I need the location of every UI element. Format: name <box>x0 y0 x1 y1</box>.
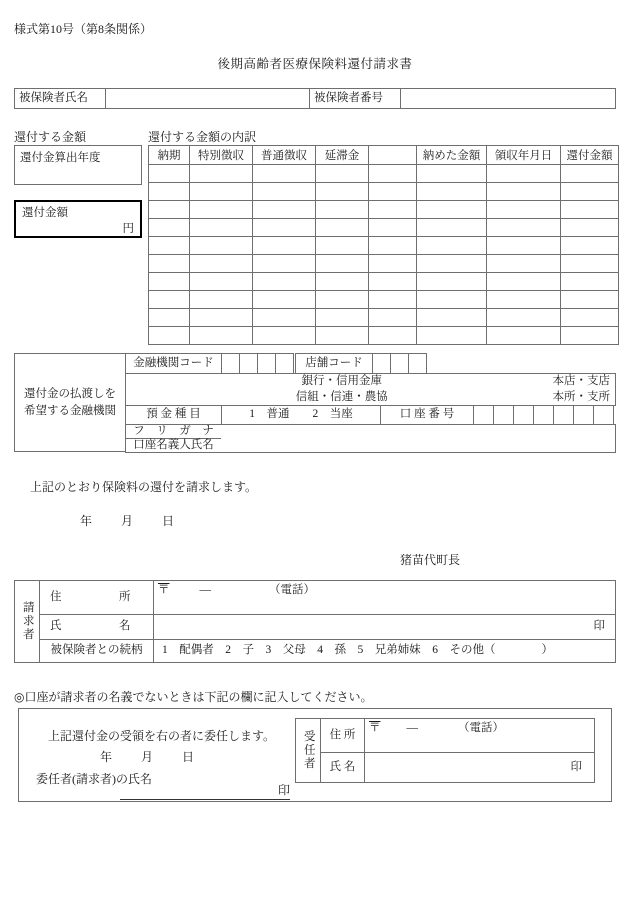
breakdown-cell[interactable] <box>369 273 417 291</box>
agent-vertical-label-text: 受任者 <box>302 730 315 771</box>
breakdown-header-row <box>149 146 619 165</box>
breakdown-cell[interactable] <box>487 237 561 255</box>
breakdown-cell[interactable] <box>561 237 619 255</box>
bank-code-label: 金融機関コード <box>125 353 222 374</box>
breakdown-cell[interactable] <box>190 201 253 219</box>
breakdown-cell[interactable] <box>369 327 417 345</box>
bank-section-label-line1: 還付金の払渡しを <box>24 387 116 400</box>
breakdown-cell[interactable] <box>487 165 561 183</box>
relation-options[interactable]: 1 配偶者 2 子 3 父母 4 孫 5 兄弟姉妹 6 その他（ ） <box>153 639 616 663</box>
breakdown-cell[interactable] <box>487 309 561 327</box>
delegation-date-year: 年 <box>100 750 113 764</box>
claimant-address-input[interactable] <box>153 580 616 615</box>
breakdown-cell[interactable] <box>369 309 417 327</box>
breakdown-cell[interactable] <box>316 165 369 183</box>
postal-mark-icon: 〒 <box>158 584 170 596</box>
fiscal-year-box[interactable] <box>14 145 142 185</box>
agent-address-input[interactable] <box>364 718 595 753</box>
claimant-name-label-text: 氏 名 <box>50 620 131 633</box>
breakdown-cell[interactable] <box>253 183 316 201</box>
breakdown-cell[interactable] <box>417 273 487 291</box>
breakdown-heading: 還付する金額の内訳 <box>148 130 257 144</box>
breakdown-cell[interactable] <box>561 273 619 291</box>
agent-vertical-label <box>295 718 321 783</box>
breakdown-cell[interactable] <box>487 183 561 201</box>
breakdown-col-header-2: 普通徴収 <box>253 146 316 165</box>
breakdown-cell[interactable] <box>487 273 561 291</box>
breakdown-cell[interactable] <box>253 201 316 219</box>
breakdown-cell[interactable] <box>561 201 619 219</box>
agent-name-label: 氏 名 <box>320 752 365 783</box>
table-row <box>149 255 619 273</box>
account-number-label: 口 座 番 号 <box>380 405 474 425</box>
agent-postal-mark-icon: 〒 <box>369 722 381 734</box>
breakdown-cell[interactable] <box>316 201 369 219</box>
deposit-type-label: 預 金 種 目 <box>125 405 222 425</box>
breakdown-cell[interactable] <box>487 327 561 345</box>
breakdown-cell[interactable] <box>417 219 487 237</box>
breakdown-cell[interactable] <box>417 327 487 345</box>
claimant-section <box>14 580 616 663</box>
breakdown-cell[interactable] <box>316 309 369 327</box>
breakdown-cell[interactable] <box>149 165 190 183</box>
agent-address-label: 住 所 <box>320 718 365 753</box>
breakdown-cell[interactable] <box>190 255 253 273</box>
agent-postal-dash: — <box>406 722 418 734</box>
postal-dash: — <box>199 584 211 596</box>
account-no-box-4[interactable] <box>533 405 554 425</box>
insured-number-input[interactable] <box>400 88 616 109</box>
form-code-label: 様式第10号（第8条関係） <box>14 22 153 36</box>
breakdown-cell[interactable] <box>253 291 316 309</box>
request-date-month: 月 <box>121 514 134 528</box>
refund-amount-heading: 還付する金額 <box>14 130 87 144</box>
breakdown-cell[interactable] <box>561 255 619 273</box>
table-row <box>149 165 619 183</box>
breakdown-cell[interactable] <box>253 165 316 183</box>
breakdown-cell[interactable] <box>190 327 253 345</box>
breakdown-cell[interactable] <box>487 219 561 237</box>
breakdown-col-header-5: 納めた金額 <box>417 146 487 165</box>
claimant-seal-mark: 印 <box>593 620 605 633</box>
relation-label: 被保険者との続柄 <box>39 639 154 663</box>
breakdown-cell[interactable] <box>369 201 417 219</box>
delegation-note: ◎口座が請求者の名義でないときは下記の欄に記入してください。 <box>14 690 373 704</box>
breakdown-cell[interactable] <box>417 201 487 219</box>
breakdown-cell[interactable] <box>149 237 190 255</box>
breakdown-cell[interactable] <box>149 219 190 237</box>
breakdown-cell[interactable] <box>417 309 487 327</box>
breakdown-cell[interactable] <box>253 327 316 345</box>
branch-code-box-3[interactable] <box>408 353 427 374</box>
breakdown-cell[interactable] <box>417 165 487 183</box>
breakdown-cell[interactable] <box>149 291 190 309</box>
refund-amount-label: 還付金額 <box>22 207 68 219</box>
bank-section-label <box>14 353 126 452</box>
account-no-box-5[interactable] <box>553 405 574 425</box>
breakdown-col-header-1: 特別徴収 <box>190 146 253 165</box>
request-date-line[interactable] <box>80 512 200 529</box>
table-row <box>149 219 619 237</box>
bank-code-box-1[interactable] <box>221 353 240 374</box>
insured-name-input[interactable] <box>105 88 310 109</box>
breakdown-cell[interactable] <box>487 291 561 309</box>
breakdown-col-header-6: 領収年月日 <box>487 146 561 165</box>
breakdown-cell[interactable] <box>190 165 253 183</box>
breakdown-cell[interactable] <box>253 237 316 255</box>
claimant-phone-label: （電話） <box>269 584 315 596</box>
account-no-box-6[interactable] <box>573 405 594 425</box>
delegation-date-day: 日 <box>182 750 195 764</box>
branch-code-box-1[interactable] <box>372 353 391 374</box>
delegator-name-label: 委任者(請求者)の氏名 <box>36 772 152 786</box>
account-holder-input[interactable] <box>221 438 616 453</box>
table-row <box>149 327 619 345</box>
breakdown-cell[interactable] <box>190 273 253 291</box>
table-row <box>149 237 619 255</box>
breakdown-cell[interactable] <box>369 237 417 255</box>
page-title: 後期高齢者医療保険料還付請求書 <box>217 57 413 71</box>
breakdown-col-header-4 <box>369 146 417 165</box>
breakdown-body <box>149 165 619 345</box>
bank-code-box-2[interactable] <box>239 353 258 374</box>
account-no-box-2[interactable] <box>493 405 514 425</box>
breakdown-cell[interactable] <box>149 183 190 201</box>
claimant-vertical-label-text: 請求者 <box>21 601 34 642</box>
bank-type-line1: 銀行・信用金庫 <box>301 374 382 387</box>
breakdown-cell[interactable] <box>316 273 369 291</box>
breakdown-cell[interactable] <box>149 273 190 291</box>
breakdown-cell[interactable] <box>190 237 253 255</box>
table-row <box>149 183 619 201</box>
furigana-input[interactable] <box>221 424 616 439</box>
breakdown-cell[interactable] <box>316 291 369 309</box>
breakdown-cell[interactable] <box>316 237 369 255</box>
claimant-address-label <box>39 580 154 615</box>
breakdown-cell[interactable] <box>253 219 316 237</box>
breakdown-cell[interactable] <box>417 255 487 273</box>
breakdown-cell[interactable] <box>253 273 316 291</box>
breakdown-table <box>148 145 619 345</box>
breakdown-cell[interactable] <box>561 309 619 327</box>
bank-account-section <box>14 353 616 452</box>
bank-code-box-3[interactable] <box>257 353 276 374</box>
claimant-vertical-label <box>14 580 40 663</box>
request-date-day: 日 <box>162 514 175 528</box>
claimant-name-label <box>39 614 154 640</box>
account-no-box-1[interactable] <box>473 405 494 425</box>
table-row <box>149 309 619 327</box>
delegator-signature-field[interactable] <box>120 784 290 800</box>
breakdown-cell[interactable] <box>561 219 619 237</box>
breakdown-col-header-0: 納期 <box>149 146 190 165</box>
deposit-type-options[interactable]: 1 普通 2 当座 <box>221 405 381 425</box>
breakdown-col-header-3: 延滞金 <box>316 146 369 165</box>
breakdown-cell[interactable] <box>190 309 253 327</box>
breakdown-cell[interactable] <box>417 291 487 309</box>
account-no-box-7[interactable] <box>593 405 614 425</box>
bank-type-line2: 信組・信連・農協 <box>295 390 388 403</box>
breakdown-cell[interactable] <box>316 183 369 201</box>
agent-phone-label: （電話） <box>458 722 504 734</box>
breakdown-cell[interactable] <box>190 219 253 237</box>
office-type-line1: 本店・支店 <box>552 374 610 387</box>
breakdown-cell[interactable] <box>417 237 487 255</box>
breakdown-cell[interactable] <box>561 291 619 309</box>
insured-name-label: 被保険者氏名 <box>14 88 106 109</box>
insured-person-row <box>14 88 616 109</box>
branch-code-label: 店舗コード <box>295 353 373 374</box>
breakdown-cell[interactable] <box>316 327 369 345</box>
addressee-mayor: 猪苗代町長 <box>400 553 461 567</box>
claimant-name-input[interactable] <box>153 614 616 640</box>
delegator-seal-mark: 印 <box>277 783 290 797</box>
breakdown-cell[interactable] <box>369 165 417 183</box>
agent-name-input[interactable] <box>364 752 595 783</box>
breakdown-cell[interactable] <box>487 201 561 219</box>
breakdown-cell[interactable] <box>316 219 369 237</box>
breakdown-cell[interactable] <box>149 255 190 273</box>
table-row <box>149 201 619 219</box>
breakdown-cell[interactable] <box>561 183 619 201</box>
request-statement: 上記のとおり保険料の還付を請求します。 <box>30 480 258 494</box>
claimant-address-label-text: 住 所 <box>50 590 131 603</box>
breakdown-cell[interactable] <box>487 255 561 273</box>
agent-section <box>295 718 595 783</box>
breakdown-cell[interactable] <box>149 327 190 345</box>
breakdown-cell[interactable] <box>417 183 487 201</box>
breakdown-cell[interactable] <box>190 291 253 309</box>
delegation-date-line[interactable] <box>100 748 220 765</box>
breakdown-cell[interactable] <box>149 309 190 327</box>
breakdown-cell[interactable] <box>253 255 316 273</box>
breakdown-cell[interactable] <box>369 219 417 237</box>
insured-number-label: 被保険者番号 <box>309 88 401 109</box>
account-no-box-3[interactable] <box>513 405 534 425</box>
breakdown-cell[interactable] <box>561 327 619 345</box>
office-type-line2: 本所・支所 <box>552 390 610 403</box>
table-row <box>149 291 619 309</box>
breakdown-cell[interactable] <box>149 201 190 219</box>
fiscal-year-label: 還付金算出年度 <box>20 152 101 164</box>
bank-name-row[interactable] <box>125 373 616 406</box>
breakdown-cell[interactable] <box>253 309 316 327</box>
breakdown-cell[interactable] <box>190 183 253 201</box>
delegation-date-month: 月 <box>141 750 154 764</box>
refund-amount-unit: 円 <box>122 223 134 235</box>
refund-amount-box[interactable] <box>14 200 142 238</box>
branch-code-box-2[interactable] <box>390 353 409 374</box>
agent-seal-mark: 印 <box>570 760 582 773</box>
breakdown-col-header-7: 還付金額 <box>561 146 619 165</box>
table-row <box>149 273 619 291</box>
breakdown-cell[interactable] <box>369 183 417 201</box>
breakdown-cell[interactable] <box>369 255 417 273</box>
furigana-label: フ リ ガ ナ <box>125 424 222 439</box>
delegation-statement: 上記還付金の受領を右の者に委任します。 <box>48 729 276 743</box>
account-holder-label: 口座名義人氏名 <box>125 438 222 453</box>
bank-section-label-line2: 希望する金融機関 <box>24 404 116 417</box>
breakdown-cell[interactable] <box>369 291 417 309</box>
breakdown-cell[interactable] <box>561 165 619 183</box>
breakdown-cell[interactable] <box>316 255 369 273</box>
bank-code-box-4[interactable] <box>275 353 294 374</box>
request-date-year: 年 <box>80 514 93 528</box>
